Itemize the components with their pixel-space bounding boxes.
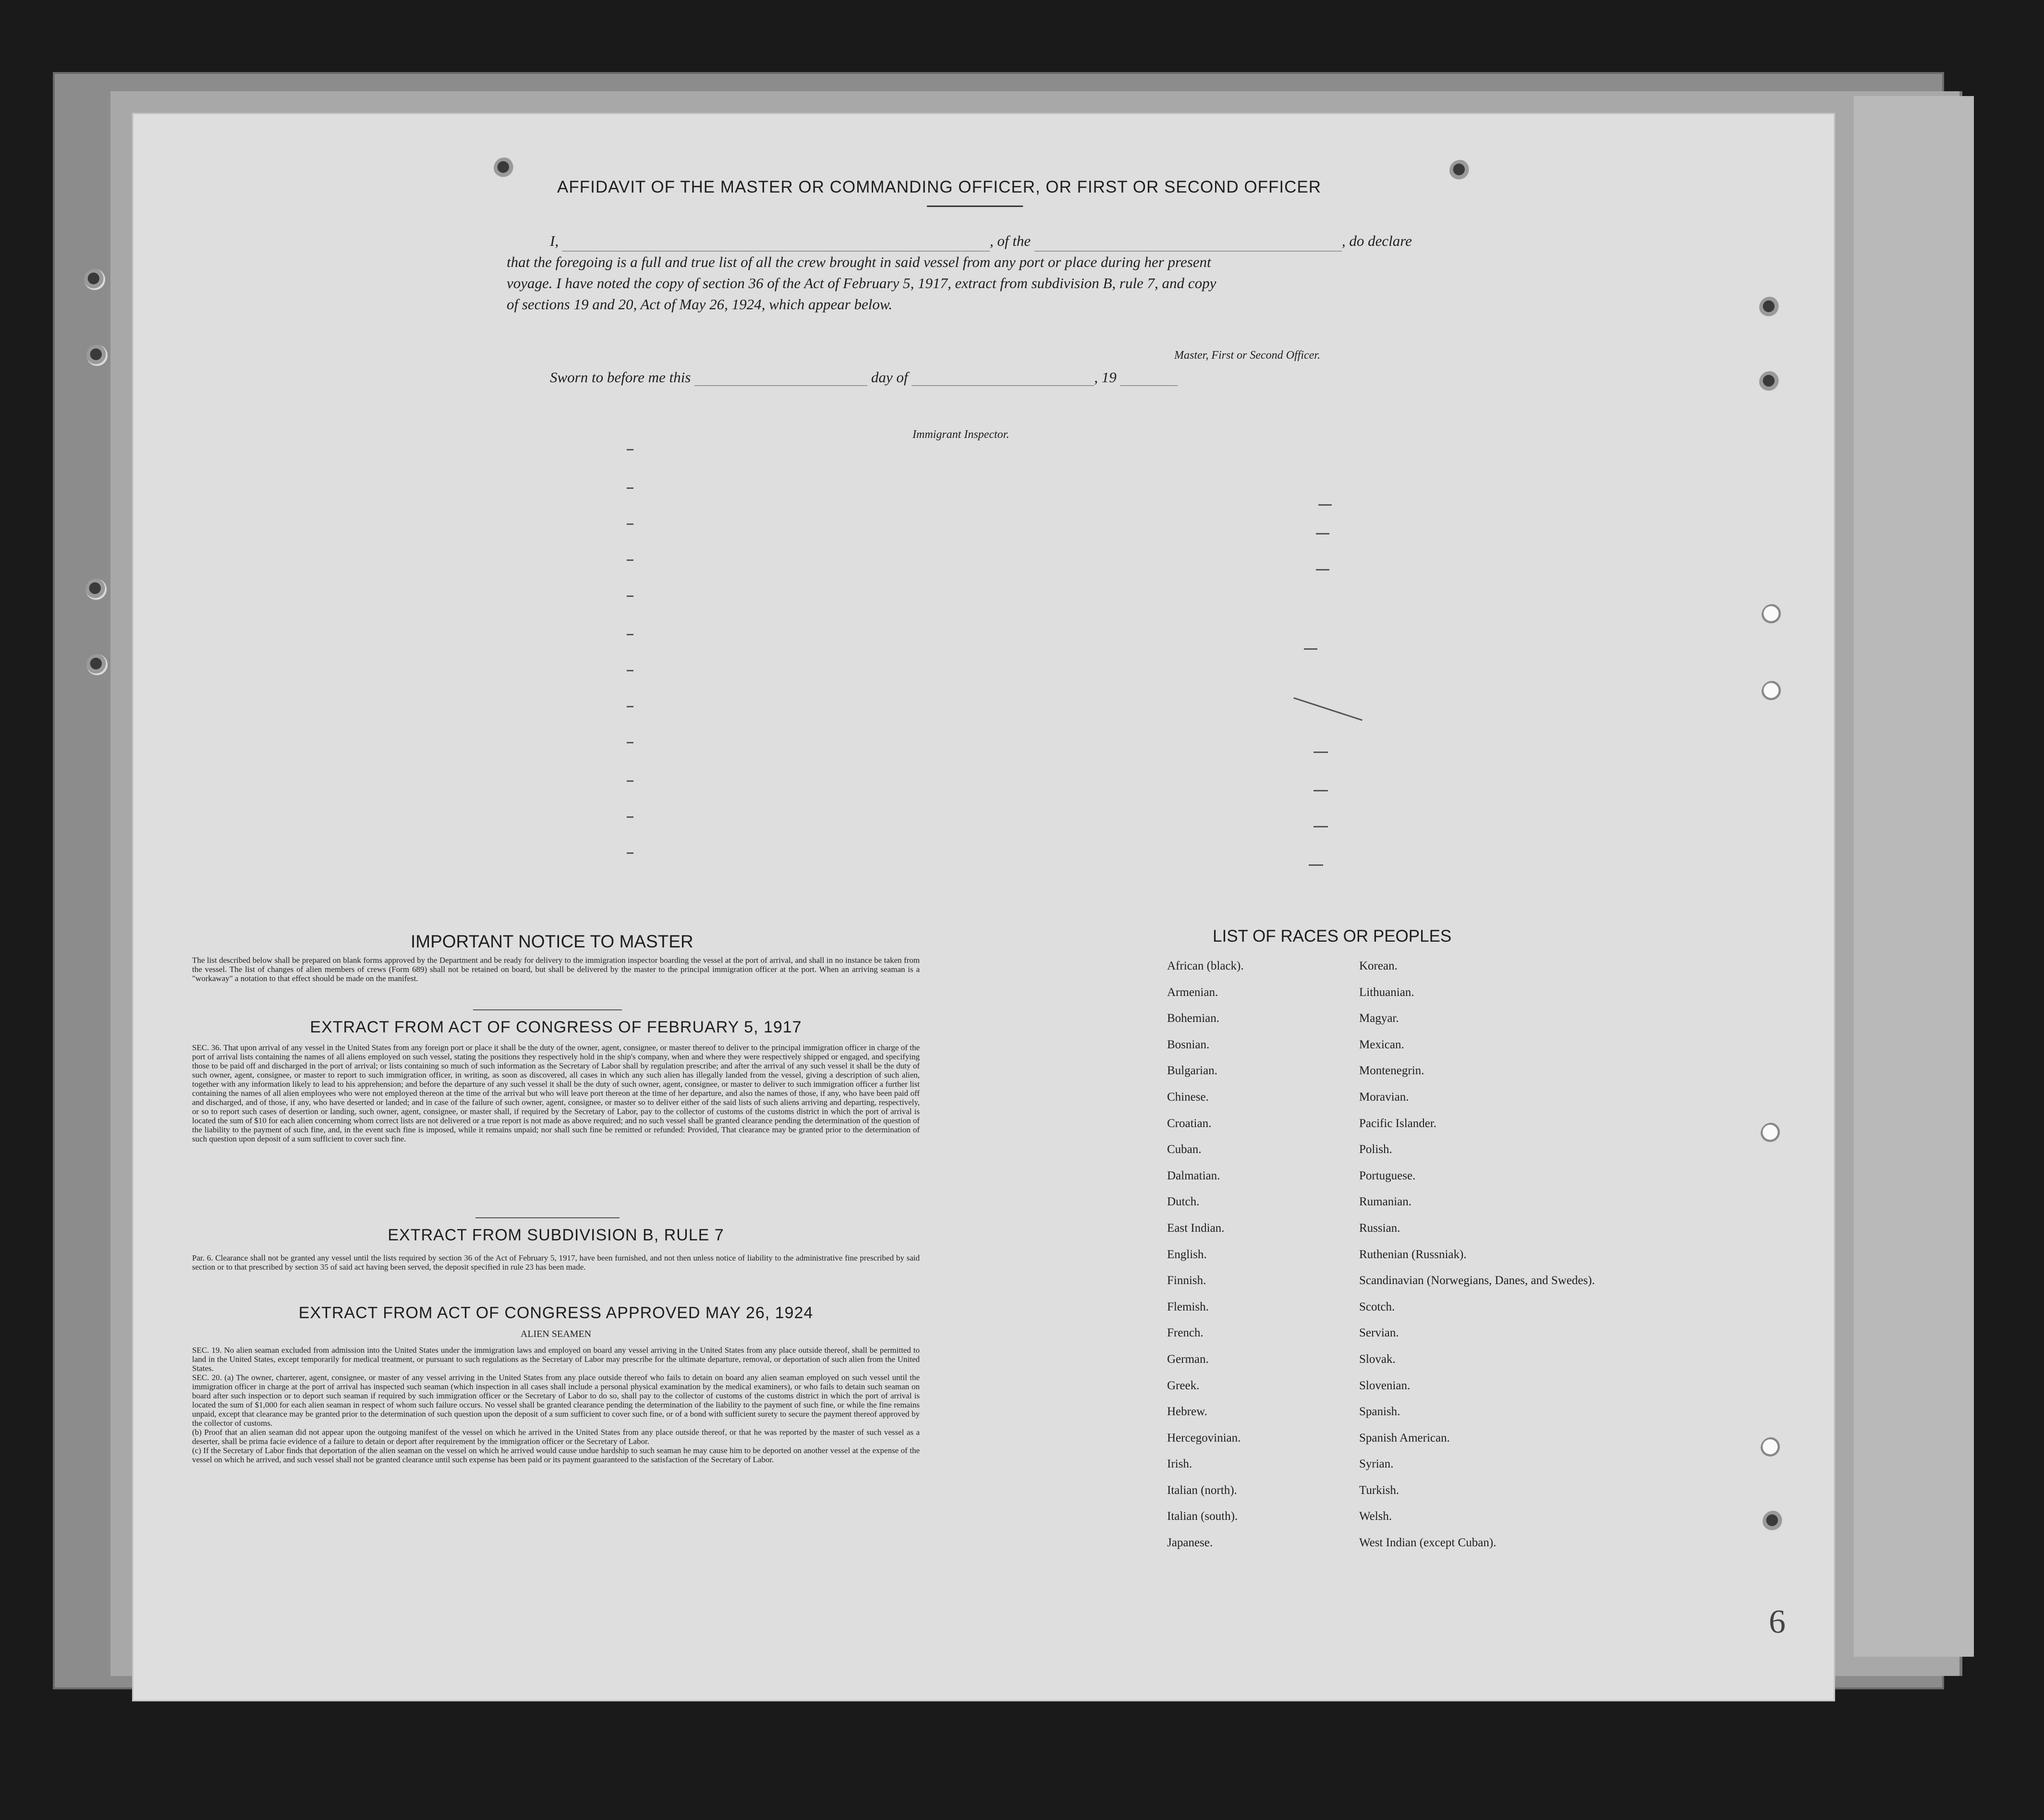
- punch-hole: [1762, 681, 1783, 702]
- race-item: Montenegrin.: [1359, 1064, 1424, 1078]
- race-item: Finnish.: [1167, 1274, 1206, 1287]
- race-item: Croatian.: [1167, 1116, 1212, 1130]
- races-title: LIST OF RACES OR PEOPLES: [1213, 927, 1452, 946]
- extract-1917-title: EXTRACT FROM ACT OF CONGRESS OF FEBRUARY 5, 1917: [310, 1018, 802, 1036]
- corner-page-number: 6: [1769, 1603, 1786, 1640]
- race-item: Pacific Islander.: [1359, 1116, 1437, 1130]
- pencil-mark: [1314, 752, 1328, 753]
- sec-19-text: SEC. 19. No alien seaman excluded from admission into the United States under the immigration laws and employed on board any vessel arriving in the United States from any place outside thereof, shall be permitted to land in the United States, except temporarily for medical treatment, or pursuant to such regulations as the Secretary of Labor may prescribe for the ultimate departure, removal, or deportation of such alien from the United States.: [192, 1346, 920, 1373]
- race-item: Slovenian.: [1359, 1379, 1411, 1392]
- faint-mark: [627, 670, 633, 671]
- punch-hole: [1762, 604, 1783, 625]
- race-item: West Indian (except Cuban).: [1359, 1536, 1496, 1550]
- race-item: Armenian.: [1167, 985, 1218, 999]
- faint-mark: [627, 852, 633, 854]
- sworn-month-field[interactable]: [912, 385, 1094, 386]
- extract-1924-text: [192, 1346, 920, 1464]
- master-signature-caption: Master, First or Second Officer.: [1174, 349, 1320, 362]
- race-item: Chinese.: [1167, 1090, 1209, 1104]
- faint-mark: [627, 449, 633, 450]
- sworn-day-field[interactable]: [694, 385, 867, 386]
- race-item: East Indian.: [1167, 1221, 1225, 1235]
- punch-hole: [1761, 1437, 1782, 1458]
- races-column-right: [1359, 953, 1595, 1556]
- punch-hole: [1763, 1511, 1784, 1532]
- race-item: Japanese.: [1167, 1536, 1213, 1550]
- notice-text: The list described below shall be prepared on blank forms approved by the Department and be ready for delivery to the immigration inspector boarding the vessel at the port of arrival, and shall in no instance be taken from the vessel. The list of changes of alien members of crews (Form 689) shall not be retained on board, but shall be delivered by the master to the principal immigration officer at the port. When an arriving seaman is a "workaway" a notation to that effect should be made on the manifest.: [192, 956, 920, 983]
- punch-hole: [1759, 371, 1780, 392]
- title-underline: [927, 206, 1023, 207]
- pencil-mark: [1304, 648, 1317, 650]
- sec-20b-text: (b) Proof that an alien seaman did not appear upon the outgoing manifest of the vessel on which he arrived in the United States from any place outside thereof, or that he was reported by the master of such vessel as a deserter, shall be prima facie evidence of a failure to detain or deport after requirement by the immigration officer or the Secretary of Labor.: [192, 1428, 920, 1446]
- race-item: Turkish.: [1359, 1483, 1399, 1497]
- faint-mark: [627, 523, 633, 525]
- race-item: Irish.: [1167, 1457, 1192, 1471]
- extract-1924-title: EXTRACT FROM ACT OF CONGRESS APPROVED MAY 26, 1924: [298, 1304, 814, 1322]
- race-item: African (black).: [1167, 959, 1244, 972]
- faint-mark: [627, 742, 633, 743]
- race-item: Spanish American.: [1359, 1431, 1450, 1444]
- faint-mark: [627, 706, 633, 707]
- punch-hole: [1759, 297, 1780, 318]
- race-item: Korean.: [1359, 959, 1398, 972]
- divider: [475, 1217, 620, 1218]
- race-item: Italian (south).: [1167, 1510, 1238, 1523]
- race-item: Polish.: [1359, 1143, 1392, 1156]
- race-item: Scandinavian (Norwegians, Danes, and Swedes).: [1359, 1274, 1595, 1287]
- race-item: Cuban.: [1167, 1143, 1202, 1156]
- race-item: Ruthenian (Russniak).: [1359, 1248, 1467, 1261]
- race-item: Greek.: [1167, 1379, 1200, 1392]
- affidavit-text: I, , of the , do declare that the foregoing is a full and true list of all the crew brought in said vessel from any port or place during her present voyage. I have noted the copy of section 36 of the Act of February 5, 1917, extract from subdivision B, rule 7, and copy of sections 19 and 20, Act of May 26, 1924, which appear below.: [507, 232, 1412, 313]
- race-item: Rumanian.: [1359, 1195, 1412, 1209]
- race-item: French.: [1167, 1326, 1204, 1340]
- race-item: Slovak.: [1359, 1352, 1396, 1366]
- affidavit-title: AFFIDAVIT OF THE MASTER OR COMMANDING OFFICER, OR FIRST OR SECOND OFFICER: [557, 178, 1322, 196]
- races-column-left: [1167, 953, 1244, 1556]
- faint-mark: [627, 595, 633, 597]
- notice-title: IMPORTANT NOTICE TO MASTER: [411, 932, 694, 951]
- punch-hole: [1761, 1123, 1782, 1144]
- race-item: Dalmatian.: [1167, 1169, 1220, 1182]
- race-item: Welsh.: [1359, 1510, 1392, 1523]
- race-item: Dutch.: [1167, 1195, 1200, 1209]
- sworn-year-field[interactable]: [1120, 385, 1178, 386]
- faint-mark: [627, 780, 633, 782]
- sec-20c-text: (c) If the Secretary of Labor finds that deportation of the alien seaman on the vessel on which he arrived would cause undue hardship to such seaman he may cause him to be deported on another vessel at the expense of the vessel on which he arrived, and such vessel shall not be granted clearance until such expense has been paid or its payment guaranteed to the satisfaction of the Secretary of Labor.: [192, 1446, 920, 1464]
- extract-1917-text: SEC. 36. That upon arrival of any vessel in the United States from any foreign port or place it shall be the duty of the owner, agent, consignee, or master thereof to deliver to the principal immigration officer in charge of the port of arrival lists containing the names of all aliens employed on such vessel, stating the positions they respectively hold in the ship's company, when and where they were respectively shipped or engaged, and specifying those to be paid off and discharged in the port of arrival; or lists containing so much of such information as the Secretary of Labor shall by regulation prescribe; and after the arrival of any such vessel it shall be the duty of such owner, agent, consignee, or master to report to such immigration officer, in writing, as soon as discovered, all cases in which any such alien has illegally landed from the vessel, giving a description of such alien, together with any information likely to lead to his apprehension; and before the departure of any such vessel it shall be the duty of such owner, agent, consignee, or master to deliver to such immigration officer a further list containing the names of all alien employees who were not employed thereon at the time of the arrival but who will leave port thereon at the time of her departure, and also the names of those, if any, who have been paid off and discharged, and of those, if any, who have deserted or landed; and in case of the failure of such owner, agent, consignee, or master so to deliver either of the said lists of such aliens arriving and departing, respectively, or so to report such cases of desertion or landing, such owner, agent, consignee, or master shall, if required by the Secretary of Labor, pay to the collector of customs of the customs district in which the port of arrival is located the sum of $10 for each alien concerning whom correct lists are not delivered or a true report is not made as above required; and no such vessel shall be granted clearance pending the determination of the question of the liability to the payment of such fine, and, in the event such fine is imposed, while it remains unpaid; nor shall such fine be remitted or refunded: Provided, That clearance may be granted prior to the determination of such question upon deposit of a sum sufficient to cover such fine.: [192, 1043, 920, 1143]
- race-item: Bohemian.: [1167, 1012, 1220, 1025]
- pencil-mark: [1314, 826, 1328, 827]
- race-item: Bulgarian.: [1167, 1064, 1217, 1078]
- binder-hole: [84, 269, 105, 290]
- race-item: Russian.: [1359, 1221, 1400, 1235]
- race-item: Italian (north).: [1167, 1483, 1237, 1497]
- faint-mark: [627, 559, 633, 561]
- race-item: Lithuanian.: [1359, 985, 1414, 999]
- binder-hole: [86, 345, 108, 366]
- race-item: Syrian.: [1359, 1457, 1394, 1471]
- pencil-mark: [1314, 790, 1328, 791]
- divider: [473, 1009, 622, 1010]
- pencil-mark: [1316, 533, 1329, 534]
- faint-mark: [627, 487, 633, 489]
- race-item: Moravian.: [1359, 1090, 1409, 1104]
- alien-seamen-subtitle: ALIEN SEAMEN: [520, 1329, 592, 1339]
- punch-hole: [1449, 160, 1471, 181]
- race-item: Hebrew.: [1167, 1405, 1207, 1419]
- race-item: Flemish.: [1167, 1300, 1209, 1313]
- race-item: Mexican.: [1359, 1038, 1404, 1051]
- binder-hole: [85, 579, 107, 600]
- inspector-caption: Immigrant Inspector.: [912, 428, 1010, 441]
- race-item: Bosnian.: [1167, 1038, 1210, 1051]
- pencil-mark: [1316, 569, 1329, 570]
- race-item: Hercegovinian.: [1167, 1431, 1241, 1444]
- race-item: Portuguese.: [1359, 1169, 1416, 1182]
- race-item: German.: [1167, 1352, 1209, 1366]
- sec-20a-text: SEC. 20. (a) The owner, charterer, agent, consignee, or master of any vessel arriving in the United States from any place outside thereof who fails to detain on board any alien seaman employed on such vessel until the immigration officer in charge at the port of arrival has inspected such seaman (which inspection in all cases shall include a personal physical examination by the medical examiners), or who fails to detain such seaman on board after such inspection or to deport such seaman if required by such immigration officer or the Secretary of Labor to do so, shall pay to the collector of customs of the customs district in which the port of arrival is located the sum of $1,000 for each alien seaman in respect of whom such failure occurs. No vessel shall be granted clearance pending the determination of the liability to the payment of such fine, or while the fine remains unpaid, except that clearance may be granted prior to the determination of such question upon the deposit of a sum sufficient to cover such fine, or of a bond with sufficient surety to secure the payment thereof approved by the collector of customs.: [192, 1373, 920, 1428]
- pencil-mark: [1318, 504, 1332, 506]
- extract-rule7-text: Par. 6. Clearance shall not be granted any vessel until the lists required by section 36 of the Act of February 5, 1917, have been furnished, and not then unless notice of liability to the administrative fine prescribed by said section or to that prescribed by section 35 of said act having been served, the deposit specified in rule 23 has been made.: [192, 1253, 920, 1272]
- binder-hole: [86, 654, 108, 675]
- underlying-page-edge: [1854, 96, 1974, 1657]
- race-item: Spanish.: [1359, 1405, 1400, 1419]
- faint-mark: [627, 634, 633, 635]
- race-item: Magyar.: [1359, 1012, 1399, 1025]
- faint-mark: [627, 816, 633, 818]
- sworn-line: Sworn to before me this day of , 19: [550, 369, 1178, 386]
- extract-rule7-title: EXTRACT FROM SUBDIVISION B, RULE 7: [388, 1226, 724, 1244]
- race-item: Servian.: [1359, 1326, 1399, 1340]
- race-item: English.: [1167, 1248, 1207, 1261]
- race-item: Scotch.: [1359, 1300, 1395, 1313]
- pencil-mark: [1309, 864, 1323, 866]
- punch-hole: [494, 158, 515, 179]
